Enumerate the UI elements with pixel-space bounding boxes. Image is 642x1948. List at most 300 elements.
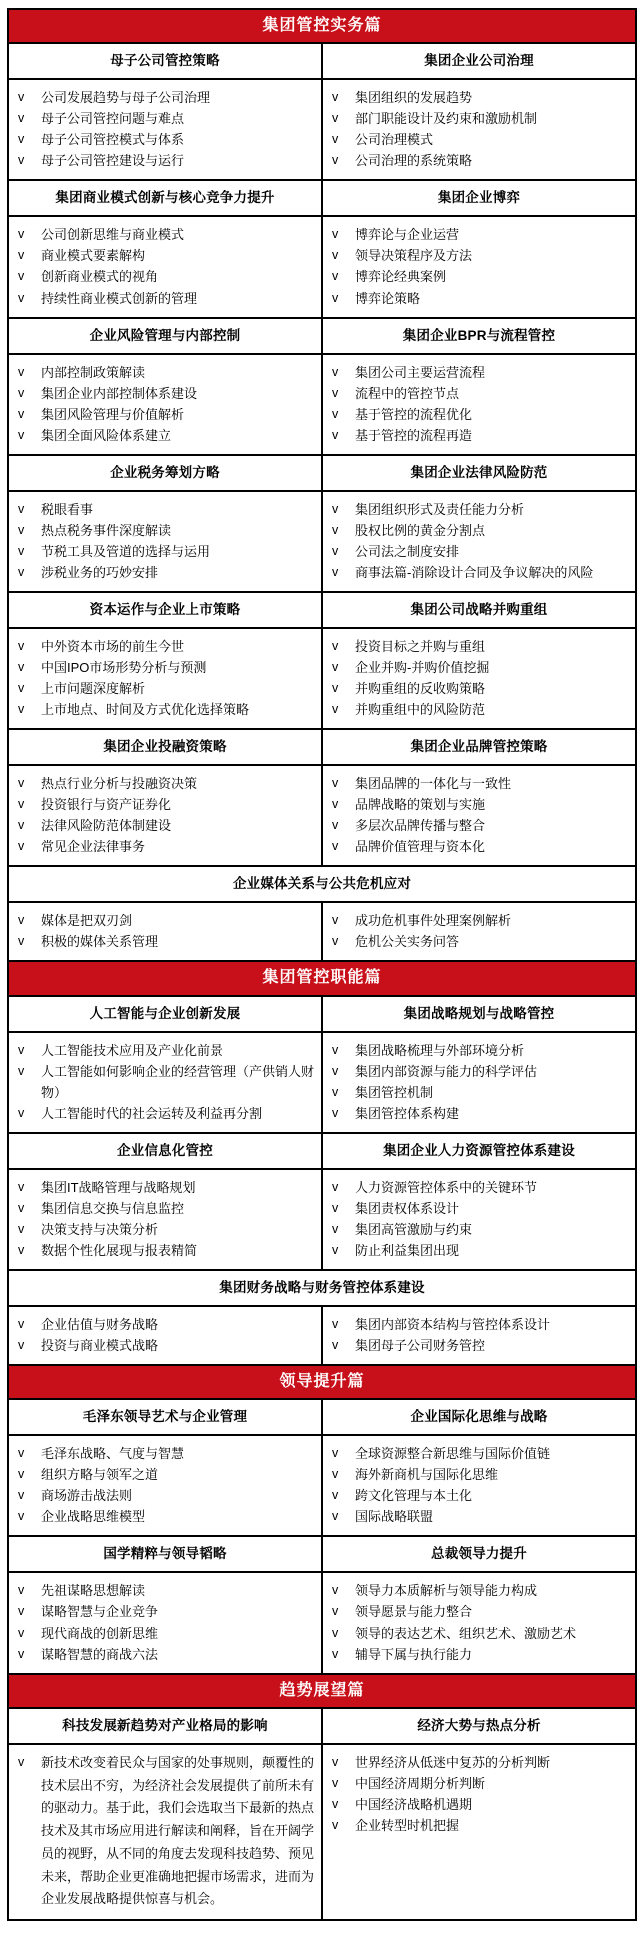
checkmark-icon: v (18, 364, 25, 379)
course-items-cell-right (322, 1572, 636, 1673)
list-item-label: 谋略智慧与企业竞争 (41, 1604, 159, 1620)
checkmark-icon: v (332, 797, 339, 812)
list-item-label: 数据个性化展现与报表精简 (41, 1242, 198, 1258)
list-item-label: 上市地点、时间及方式优化选择策略 (41, 702, 250, 718)
checkmark-icon: v (332, 839, 339, 854)
checkmark-icon: v (18, 681, 25, 696)
checkmark-icon: v (18, 1446, 25, 1461)
course-title-label: 毛泽东领导艺术与企业管理 (82, 1409, 248, 1425)
course-items-cell-left (8, 354, 322, 455)
list-item (329, 1240, 629, 1261)
list-item (15, 541, 315, 562)
list-item-label: 多层次品牌传播与整合 (355, 818, 486, 834)
list-item (329, 1443, 629, 1464)
list-item-label: 集团全面风险体系建立 (41, 427, 172, 443)
list-item-label: 涉税业务的巧妙安排 (41, 564, 159, 580)
checkmark-icon: v (18, 269, 25, 284)
list-item (329, 1314, 629, 1335)
list-item (15, 1601, 315, 1622)
curriculum-table (7, 8, 637, 1921)
course-title-cell-left (8, 180, 322, 216)
list-item-label: 博弈论经典案例 (355, 269, 447, 285)
course-items-cell-right (322, 628, 636, 729)
checkmark-icon: v (332, 1105, 339, 1120)
list-item-label: 海外新商机与国际化思维 (355, 1467, 499, 1483)
list-item (15, 1219, 315, 1240)
list-item-label: 并购重组中的风险防范 (355, 702, 486, 718)
checkmark-icon: v (332, 248, 339, 263)
checkmark-icon: v (332, 364, 339, 379)
course-items-cell-right (322, 1306, 636, 1365)
course-items-cell-right (322, 765, 636, 866)
course-items-row (8, 628, 636, 729)
list-item-label: 领导决策程序及方法 (355, 248, 473, 264)
checkmark-icon: v (332, 290, 339, 305)
bullet-list (329, 362, 629, 446)
list-item (329, 636, 629, 657)
course-items-cell-left (8, 1744, 322, 1920)
course-title-label: 集团企业投融资策略 (103, 739, 227, 755)
checkmark-icon: v (18, 385, 25, 400)
course-title-label: 企业国际化思维与战略 (410, 1409, 548, 1425)
list-item-label: 人力资源管控体系中的关键环节 (355, 1179, 538, 1195)
list-item (329, 87, 629, 108)
checkmark-icon: v (332, 1063, 339, 1078)
list-item (15, 404, 315, 425)
checkmark-icon: v (332, 1242, 339, 1257)
list-item-label: 股权比例的黄金分割点 (355, 522, 486, 538)
list-item (15, 129, 315, 150)
course-title-cell-right (322, 592, 636, 628)
course-title-row (8, 1536, 636, 1572)
list-item (329, 541, 629, 562)
course-title-cell-left (8, 318, 322, 354)
course-items-row (8, 765, 636, 866)
section-banner-label: 趋势展望篇 (279, 1681, 365, 1699)
checkmark-icon: v (18, 1488, 25, 1503)
list-item-label: 母子公司管控模式与体系 (41, 132, 185, 148)
list-item (15, 1198, 315, 1219)
checkmark-icon: v (18, 1625, 25, 1640)
course-title-label: 集团企业BPR与流程管控 (402, 327, 556, 343)
list-item (329, 129, 629, 150)
section-banner (8, 1674, 636, 1708)
checkmark-icon: v (332, 913, 339, 928)
course-title-label: 人工智能与企业创新发展 (89, 1005, 241, 1021)
course-items-row (8, 902, 636, 961)
checkmark-icon: v (18, 934, 25, 949)
bullet-list (15, 362, 315, 446)
list-item-label: 集团品牌的一体化与一致性 (355, 776, 512, 792)
course-title-row (8, 1708, 636, 1744)
list-item (329, 499, 629, 520)
course-title-cell-right (322, 1536, 636, 1572)
list-item-label: 常见企业法律事务 (41, 839, 146, 855)
course-title-label: 集团企业公司治理 (424, 53, 534, 69)
bullet-list (329, 1177, 629, 1261)
checkmark-icon: v (332, 427, 339, 442)
section-banner-label: 集团管控职能篇 (262, 969, 382, 987)
course-title-row (8, 592, 636, 628)
list-item (15, 1240, 315, 1261)
list-item-label: 投资目标之并购与重组 (355, 638, 486, 654)
checkmark-icon: v (332, 1796, 339, 1811)
bullet-list (329, 1752, 629, 1836)
list-item (329, 1580, 629, 1601)
course-items-cell-right (322, 491, 636, 592)
list-item (329, 520, 629, 541)
checkmark-icon: v (332, 1509, 339, 1524)
course-items-cell-left (8, 628, 322, 729)
checkmark-icon: v (18, 1221, 25, 1236)
checkmark-icon: v (332, 638, 339, 653)
checkmark-icon: v (332, 1467, 339, 1482)
course-title-cell-right (322, 43, 636, 79)
list-item (329, 699, 629, 720)
list-item (329, 224, 629, 245)
list-item (329, 404, 629, 425)
list-item-label: 持续性商业模式创新的管理 (41, 290, 198, 306)
course-title-label: 集团企业博弈 (437, 190, 521, 206)
bullet-list (15, 773, 315, 857)
list-item-label: 母子公司管控问题与难点 (41, 111, 185, 127)
checkmark-icon: v (18, 501, 25, 516)
checkmark-icon: v (332, 227, 339, 242)
checkmark-icon: v (18, 839, 25, 854)
bullet-list (329, 1443, 629, 1527)
list-item (329, 657, 629, 678)
list-item (15, 1335, 315, 1356)
course-title-label: 集团公司战略并购重组 (410, 601, 548, 617)
list-item (15, 224, 315, 245)
list-item-label: 集团组织形式及责任能力分析 (355, 501, 525, 517)
course-title-row (8, 43, 636, 79)
list-item (15, 87, 315, 108)
checkmark-icon: v (332, 269, 339, 284)
list-item (15, 1580, 315, 1601)
course-title-cell-left (8, 1708, 322, 1744)
course-title-label: 集团财务战略与财务管控体系建设 (219, 1279, 425, 1295)
list-item (329, 425, 629, 446)
list-item-label: 部门职能设计及约束和激励机制 (355, 111, 538, 127)
checkmark-icon: v (18, 1583, 25, 1598)
section-banner-row (8, 9, 636, 43)
course-items-cell-left (8, 1306, 322, 1365)
list-item-label: 投资与商业模式战略 (41, 1338, 159, 1354)
list-item-label: 中国IPO市场形势分析与预测 (41, 659, 207, 675)
list-item (15, 562, 315, 583)
list-item (15, 815, 315, 836)
checkmark-icon: v (18, 1063, 25, 1078)
list-item (329, 266, 629, 287)
checkmark-icon: v (18, 776, 25, 791)
section-banner-label: 集团管控实务篇 (262, 17, 382, 34)
bullet-list (329, 1580, 629, 1664)
list-item (15, 773, 315, 794)
list-item (15, 836, 315, 857)
checkmark-icon: v (332, 1583, 339, 1598)
course-items-cell-left (8, 1169, 322, 1270)
course-items-row (8, 1572, 636, 1673)
list-item (329, 1644, 629, 1665)
list-item (329, 794, 629, 815)
list-item (329, 562, 629, 583)
course-title-label: 总裁领导力提升 (431, 1546, 527, 1562)
checkmark-icon: v (18, 543, 25, 558)
list-item-label: 集团企业内部控制体系建设 (41, 385, 198, 401)
checkmark-icon: v (332, 1775, 339, 1790)
section-banner-row (8, 961, 636, 995)
list-item (15, 1506, 315, 1527)
list-item-label: 内部控制政策解读 (41, 364, 146, 380)
list-item (329, 1752, 629, 1773)
course-title-row (8, 180, 636, 216)
list-item-label: 集团高管激励与约束 (355, 1221, 473, 1237)
course-items-row (8, 1169, 636, 1270)
course-items-cell-left (8, 216, 322, 317)
list-item (329, 1506, 629, 1527)
list-item (329, 1103, 629, 1124)
list-item (15, 1623, 315, 1644)
bullet-list (329, 499, 629, 583)
checkmark-icon: v (332, 564, 339, 579)
list-item-label: 辅导下属与执行能力 (355, 1646, 473, 1662)
list-item (15, 245, 315, 266)
checkmark-icon: v (18, 818, 25, 833)
course-title-label: 科技发展新趋势对产业格局的影响 (62, 1717, 268, 1733)
section-banner-row (8, 1365, 636, 1399)
list-item-label: 公司创新思维与商业模式 (41, 227, 185, 243)
list-item (15, 910, 315, 931)
list-item (15, 499, 315, 520)
list-item-label: 集团管控体系构建 (355, 1105, 460, 1121)
list-item-label: 集团公司主要运营流程 (355, 364, 486, 380)
checkmark-icon: v (18, 1316, 25, 1331)
list-item (329, 1794, 629, 1815)
list-item-label: 媒体是把双刃剑 (41, 913, 133, 929)
checkmark-icon: v (18, 638, 25, 653)
section-banner (8, 1365, 636, 1399)
section-banner (8, 961, 636, 995)
list-item-label: 热点税务事件深度解读 (41, 522, 172, 538)
course-title-row (8, 455, 636, 491)
list-item (15, 931, 315, 952)
list-item-label: 领导力本质解析与领导能力构成 (355, 1583, 538, 1599)
checkmark-icon: v (332, 406, 339, 421)
course-items-cell-right (322, 79, 636, 180)
list-item (15, 699, 315, 720)
list-item-label: 集团战略梳理与外部环境分析 (355, 1042, 525, 1058)
list-item-label: 商场游击战法则 (41, 1488, 133, 1504)
course-title-cell-right (322, 455, 636, 491)
list-item-label: 品牌价值管理与资本化 (355, 839, 486, 855)
bullet-list (15, 1040, 315, 1124)
checkmark-icon: v (332, 153, 339, 168)
bullet-list (329, 1314, 629, 1356)
list-item-label: 商事法篇-消除设计合同及争议解决的风险 (355, 564, 594, 580)
section-banner (8, 9, 636, 43)
list-item-label: 商业模式要素解构 (41, 248, 146, 264)
list-item (329, 1219, 629, 1240)
course-items-cell-left (8, 1435, 322, 1536)
list-item-label: 公司治理的系统策略 (355, 153, 473, 169)
list-item-label: 中国经济战略机遇期 (355, 1796, 473, 1812)
list-item-label: 集团风险管理与价值解析 (41, 406, 185, 422)
list-item (329, 910, 629, 931)
checkmark-icon: v (332, 522, 339, 537)
checkmark-icon: v (332, 385, 339, 400)
course-title-label: 企业风险管理与内部控制 (89, 327, 241, 343)
course-title-label: 集团企业人力资源管控体系建设 (383, 1142, 575, 1158)
list-item (15, 362, 315, 383)
list-item (15, 1103, 315, 1124)
list-item-label: 谋略智慧的商战六法 (41, 1646, 159, 1662)
list-item-label: 决策支持与决策分析 (41, 1221, 159, 1237)
course-items-cell-left (8, 765, 322, 866)
checkmark-icon: v (332, 543, 339, 558)
list-item (15, 383, 315, 404)
course-title-row (8, 1133, 636, 1169)
list-item-label: 公司法之制度安排 (355, 543, 460, 559)
list-item-label: 领导的表达艺术、组织艺术、激励艺术 (355, 1625, 577, 1641)
course-items-row (8, 79, 636, 180)
checkmark-icon: v (332, 1316, 339, 1331)
list-item-label: 企业转型时机把握 (355, 1817, 460, 1833)
list-item (329, 1061, 629, 1082)
course-items-cell-right (322, 1169, 636, 1270)
list-item-label: 人工智能时代的社会运转及利益再分割 (41, 1105, 263, 1121)
list-item-label: 集团管控机制 (355, 1084, 434, 1100)
bullet-list (15, 1752, 315, 1911)
list-item-label: 企业战略思维模型 (41, 1509, 146, 1525)
list-item (329, 1335, 629, 1356)
bullet-list (15, 499, 315, 583)
checkmark-icon: v (332, 90, 339, 105)
checkmark-icon: v (332, 111, 339, 126)
course-items-row (8, 1306, 636, 1365)
course-title-cell-right (322, 180, 636, 216)
checkmark-icon: v (332, 1338, 339, 1353)
checkmark-icon: v (332, 659, 339, 674)
checkmark-icon: v (332, 1625, 339, 1640)
list-item (15, 1485, 315, 1506)
list-item-label: 集团内部资本结构与管控体系设计 (355, 1316, 551, 1332)
checkmark-icon: v (18, 1467, 25, 1482)
list-item (15, 1061, 315, 1103)
checkmark-icon: v (332, 934, 339, 949)
list-item-label: 防止利益集团出现 (355, 1242, 460, 1258)
list-item-label: 世界经济从低迷中复苏的分析判断 (355, 1754, 551, 1770)
list-item (329, 815, 629, 836)
list-item (15, 1177, 315, 1198)
course-items-cell-right (322, 354, 636, 455)
list-item (15, 1040, 315, 1061)
list-item-label: 毛泽东战略、气度与智慧 (41, 1446, 185, 1462)
course-title-cell-right (322, 996, 636, 1032)
checkmark-icon: v (332, 1221, 339, 1236)
checkmark-icon: v (18, 1604, 25, 1619)
list-item-label: 集团信息交换与信息监控 (41, 1200, 185, 1216)
course-title-cell-left (8, 1399, 322, 1435)
bullet-list (329, 910, 629, 952)
list-item-label: 国际战略联盟 (355, 1509, 434, 1525)
list-item-label: 集团内部资源与能力的科学评估 (355, 1063, 538, 1079)
course-title-label: 经济大势与热点分析 (417, 1717, 541, 1733)
course-title-cell-left (8, 43, 322, 79)
list-item-label: 现代商战的创新思维 (41, 1625, 159, 1641)
course-title-cell-left (8, 1536, 322, 1572)
checkmark-icon: v (18, 427, 25, 442)
list-item (15, 150, 315, 171)
checkmark-icon: v (18, 564, 25, 579)
list-item-label: 企业并购-并购价值挖掘 (355, 659, 490, 675)
list-item (329, 773, 629, 794)
checkmark-icon: v (18, 1200, 25, 1215)
list-item (15, 520, 315, 541)
list-item-label: 集团组织的发展趋势 (355, 90, 473, 106)
course-items-row (8, 216, 636, 317)
course-title-cell-right (322, 1133, 636, 1169)
list-item-label: 品牌战略的策划与实施 (355, 797, 486, 813)
checkmark-icon: v (18, 290, 25, 305)
course-title-row (8, 1399, 636, 1435)
bullet-list (15, 87, 315, 171)
list-item-label: 中外资本市场的前生今世 (41, 638, 185, 654)
list-item-label: 博弈论策略 (355, 290, 421, 306)
course-items-cell-left (8, 1032, 322, 1133)
checkmark-icon: v (332, 681, 339, 696)
list-item (15, 657, 315, 678)
checkmark-icon: v (18, 522, 25, 537)
course-items-row (8, 491, 636, 592)
list-item (329, 836, 629, 857)
checkmark-icon: v (18, 659, 25, 674)
list-item (15, 266, 315, 287)
list-item-label: 热点行业分析与投融资决策 (41, 776, 198, 792)
list-item-label: 企业估值与财务战略 (41, 1316, 159, 1332)
course-title-cell-left (8, 592, 322, 628)
list-item-label: 节税工具及管道的选择与运用 (41, 543, 211, 559)
checkmark-icon: v (18, 227, 25, 242)
checkmark-icon: v (332, 1646, 339, 1661)
course-title-cell-left (8, 1133, 322, 1169)
course-items-cell-right (322, 902, 636, 961)
list-item (329, 1601, 629, 1622)
checkmark-icon: v (18, 248, 25, 263)
checkmark-icon: v (18, 1242, 25, 1257)
bullet-list (329, 1040, 629, 1124)
list-item (15, 425, 315, 446)
bullet-list (15, 910, 315, 952)
list-item-label: 税眼看事 (41, 501, 94, 517)
checkmark-icon: v (332, 818, 339, 833)
list-item (15, 1443, 315, 1464)
checkmark-icon: v (332, 776, 339, 791)
checkmark-icon: v (18, 913, 25, 928)
checkmark-icon: v (18, 702, 25, 717)
list-item (329, 1464, 629, 1485)
course-title-cell-right (322, 318, 636, 354)
checkmark-icon: v (332, 1754, 339, 1769)
course-title-row (8, 729, 636, 765)
bullet-list (15, 1443, 315, 1527)
course-title-cell (8, 1270, 636, 1306)
checkmark-icon: v (18, 406, 25, 421)
list-item (329, 1623, 629, 1644)
list-item-label: 公司发展趋势与母子公司治理 (41, 90, 211, 106)
list-item (329, 1040, 629, 1061)
list-item-label: 集团母子公司财务管控 (355, 1338, 486, 1354)
